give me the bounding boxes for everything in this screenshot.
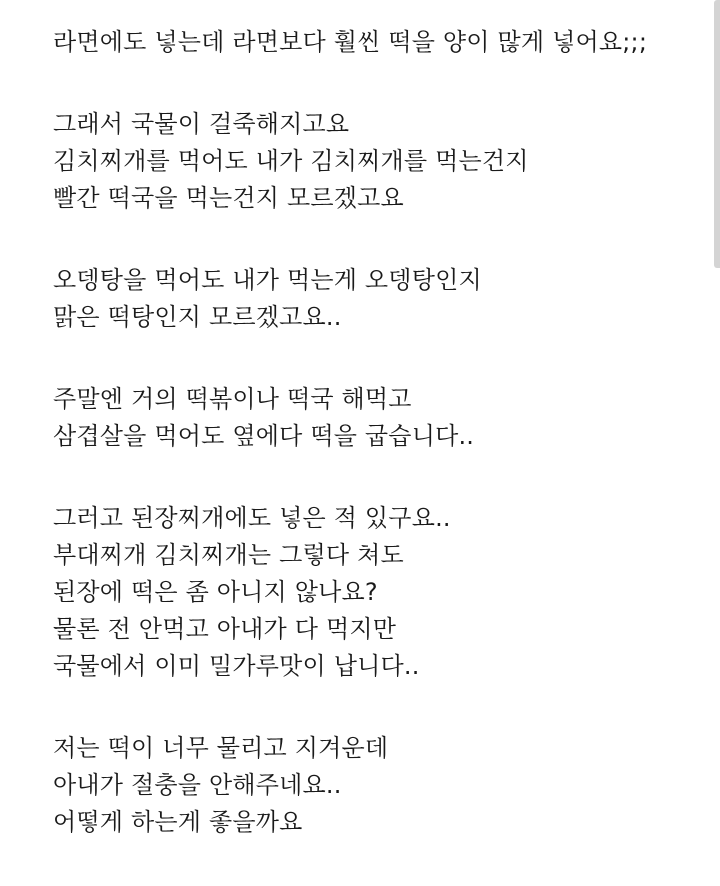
text-line: 저는 떡이 너무 물리고 지겨운데 (53, 734, 389, 762)
text-line: 국물에서 이미 밀가루맛이 납니다.. (53, 652, 420, 680)
text-line: 아내가 절충을 안해주네요.. (53, 771, 342, 799)
text-line: 오뎅탕을 먹어도 내가 먹는게 오뎅탕인지 (53, 266, 482, 294)
paragraph (53, 262, 693, 336)
text-line: 라면에도 넣는데 라면보다 훨씬 떡을 양이 많게 넣어요;;; (53, 28, 648, 56)
text-line: 그러고 된장찌개에도 넣은 적 있구요.. (53, 504, 451, 532)
text-line: 빨간 떡국을 먹는건지 모르겠고요 (53, 184, 404, 212)
paragraph (53, 106, 693, 217)
paragraph (53, 381, 693, 455)
text-line: 맑은 떡탕인지 모르겠고요.. (53, 303, 342, 331)
text-line: 삼겹살을 먹어도 옆에다 떡을 굽습니다.. (53, 422, 475, 450)
text-line: 김치찌개를 먹어도 내가 김치찌개를 먹는건지 (53, 147, 529, 175)
paragraph (53, 730, 693, 841)
paragraph (53, 500, 693, 685)
text-line: 그래서 국물이 걸죽해지고요 (53, 110, 350, 138)
text-line: 어떻게 하는게 좋을까요 (53, 808, 303, 836)
text-line: 부대찌개 김치찌개는 그렇다 쳐도 (53, 541, 404, 569)
text-line: 된장에 떡은 좀 아니지 않나요? (53, 578, 378, 606)
post-body (53, 24, 693, 886)
paragraph (53, 24, 693, 61)
text-line: 물론 전 안먹고 아내가 다 먹지만 (53, 615, 397, 643)
scrollbar[interactable] (714, 0, 720, 268)
text-line: 주말엔 거의 떡볶이나 떡국 해먹고 (53, 385, 412, 413)
